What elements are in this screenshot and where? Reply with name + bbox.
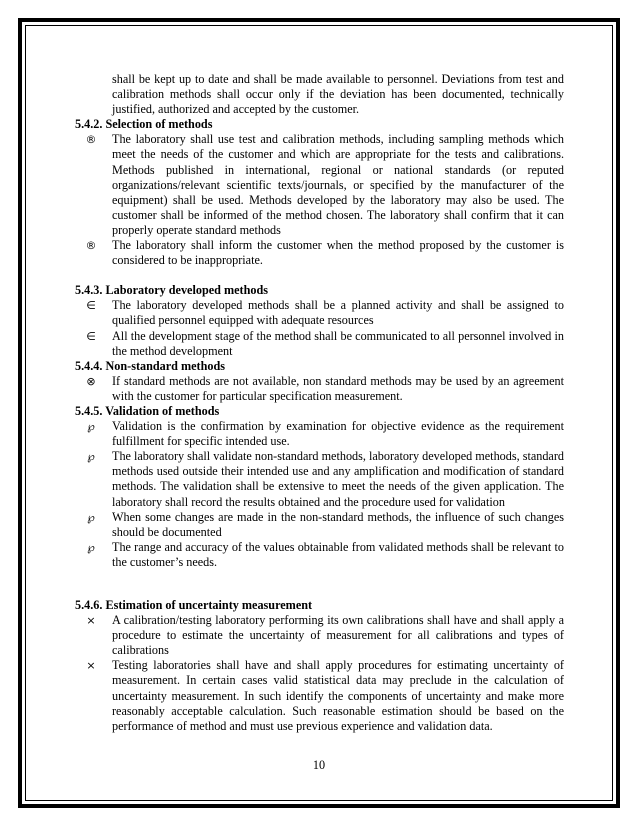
section-heading-5-4-4: 5.4.4. Non-standard methods bbox=[75, 358, 225, 373]
list-item: ℘ The range and accuracy of the values obtainable from validated methods shall be relevant to the customer’s needs. bbox=[75, 540, 564, 570]
weierstrass-p-bullet-icon: ℘ bbox=[87, 510, 95, 524]
section-list-5-4-5 bbox=[75, 419, 564, 570]
list-item: ⊗ If standard methods are not available, non standard methods may be used by an agreement with the customer for particular specification measurement. bbox=[75, 374, 564, 404]
circled-times-bullet-icon: ⊗ bbox=[86, 374, 96, 388]
weierstrass-p-bullet-icon: ℘ bbox=[87, 450, 95, 464]
multiplication-bullet-icon: × bbox=[86, 659, 96, 673]
intro-paragraph: shall be kept up to date and shall be made available to personnel. Deviations from test and calibration methods shall occur only if the deviation has been documented, technically justified, authorized and accepted by the customer. bbox=[112, 72, 564, 117]
page-number: 10 bbox=[312, 758, 326, 772]
registered-bullet-icon: ® bbox=[85, 133, 97, 147]
list-item: × A calibration/testing laboratory performing its own calibrations shall have and shall apply a procedure to estimate the uncertainty of measurement for all calibrations and types of calibrations bbox=[75, 613, 564, 658]
page-content bbox=[75, 72, 564, 734]
list-item: ∈ The laboratory developed methods shall be a planned activity and shall be assigned to qualified personnel equipped with adequate resources bbox=[75, 298, 564, 328]
section-list-5-4-6 bbox=[75, 613, 564, 734]
section-list-5-4-4 bbox=[75, 374, 564, 404]
list-item: × Testing laboratories shall have and shall apply procedures for estimating uncertainty of measurement. In certain cases valid statistical data may preclude in the calculation of uncertainty measurement. In such identify the components of uncertainty and make more reasonably acceptable calculation. Such reasonable estimation should be based on the performance of method and must use previous experience and validation data. bbox=[75, 658, 564, 733]
list-item: ℘ When some changes are made in the non-standard methods, the influence of such changes should be documented bbox=[75, 510, 564, 540]
list-item: ® The laboratory shall inform the customer when the method proposed by the customer is considered to be inappropriate. bbox=[75, 238, 564, 268]
section-heading-5-4-2: 5.4.2. Selection of methods bbox=[75, 117, 213, 132]
list-item: ® The laboratory shall use test and calibration methods, including sampling methods which meet the needs of the customer and which are appropriate for the tests and calibrations. Methods published in international, regional or national standards (or reputed organizations/relevant scientific texts/journals, or specified by the manufacturer of the equipment) shall be used. Methods developed by the laboratory may also be used. The customer shall be informed of the method chosen. The laboratory shall confirm that it can properly operate standard methods bbox=[75, 132, 564, 238]
registered-bullet-icon: ® bbox=[85, 239, 97, 253]
section-list-5-4-2 bbox=[75, 132, 564, 268]
list-item: ∈ All the development stage of the method shall be communicated to all personnel involved in the method development bbox=[75, 329, 564, 359]
list-item: ℘ Validation is the confirmation by examination for objective evidence as the requirement fulfillment for specific intended use. bbox=[75, 419, 564, 449]
element-of-bullet-icon: ∈ bbox=[86, 299, 96, 313]
section-list-5-4-3 bbox=[75, 298, 564, 358]
weierstrass-p-bullet-icon: ℘ bbox=[87, 420, 95, 434]
section-heading-5-4-3: 5.4.3. Laboratory developed methods bbox=[75, 283, 268, 298]
element-of-bullet-icon: ∈ bbox=[86, 329, 96, 343]
section-heading-5-4-5: 5.4.5. Validation of methods bbox=[75, 403, 220, 418]
section-heading-5-4-6: 5.4.6. Estimation of uncertainty measurement bbox=[75, 598, 313, 612]
weierstrass-p-bullet-icon: ℘ bbox=[87, 540, 95, 554]
list-item: ℘ The laboratory shall validate non-standard methods, laboratory developed methods, standard methods used outside their intended use and any amplification and modification of standard methods. The validation shall be extensive to meet the needs of the given application. The laboratory shall record the results obtained and the procedure used for validation bbox=[75, 449, 564, 509]
multiplication-bullet-icon: × bbox=[86, 614, 96, 628]
